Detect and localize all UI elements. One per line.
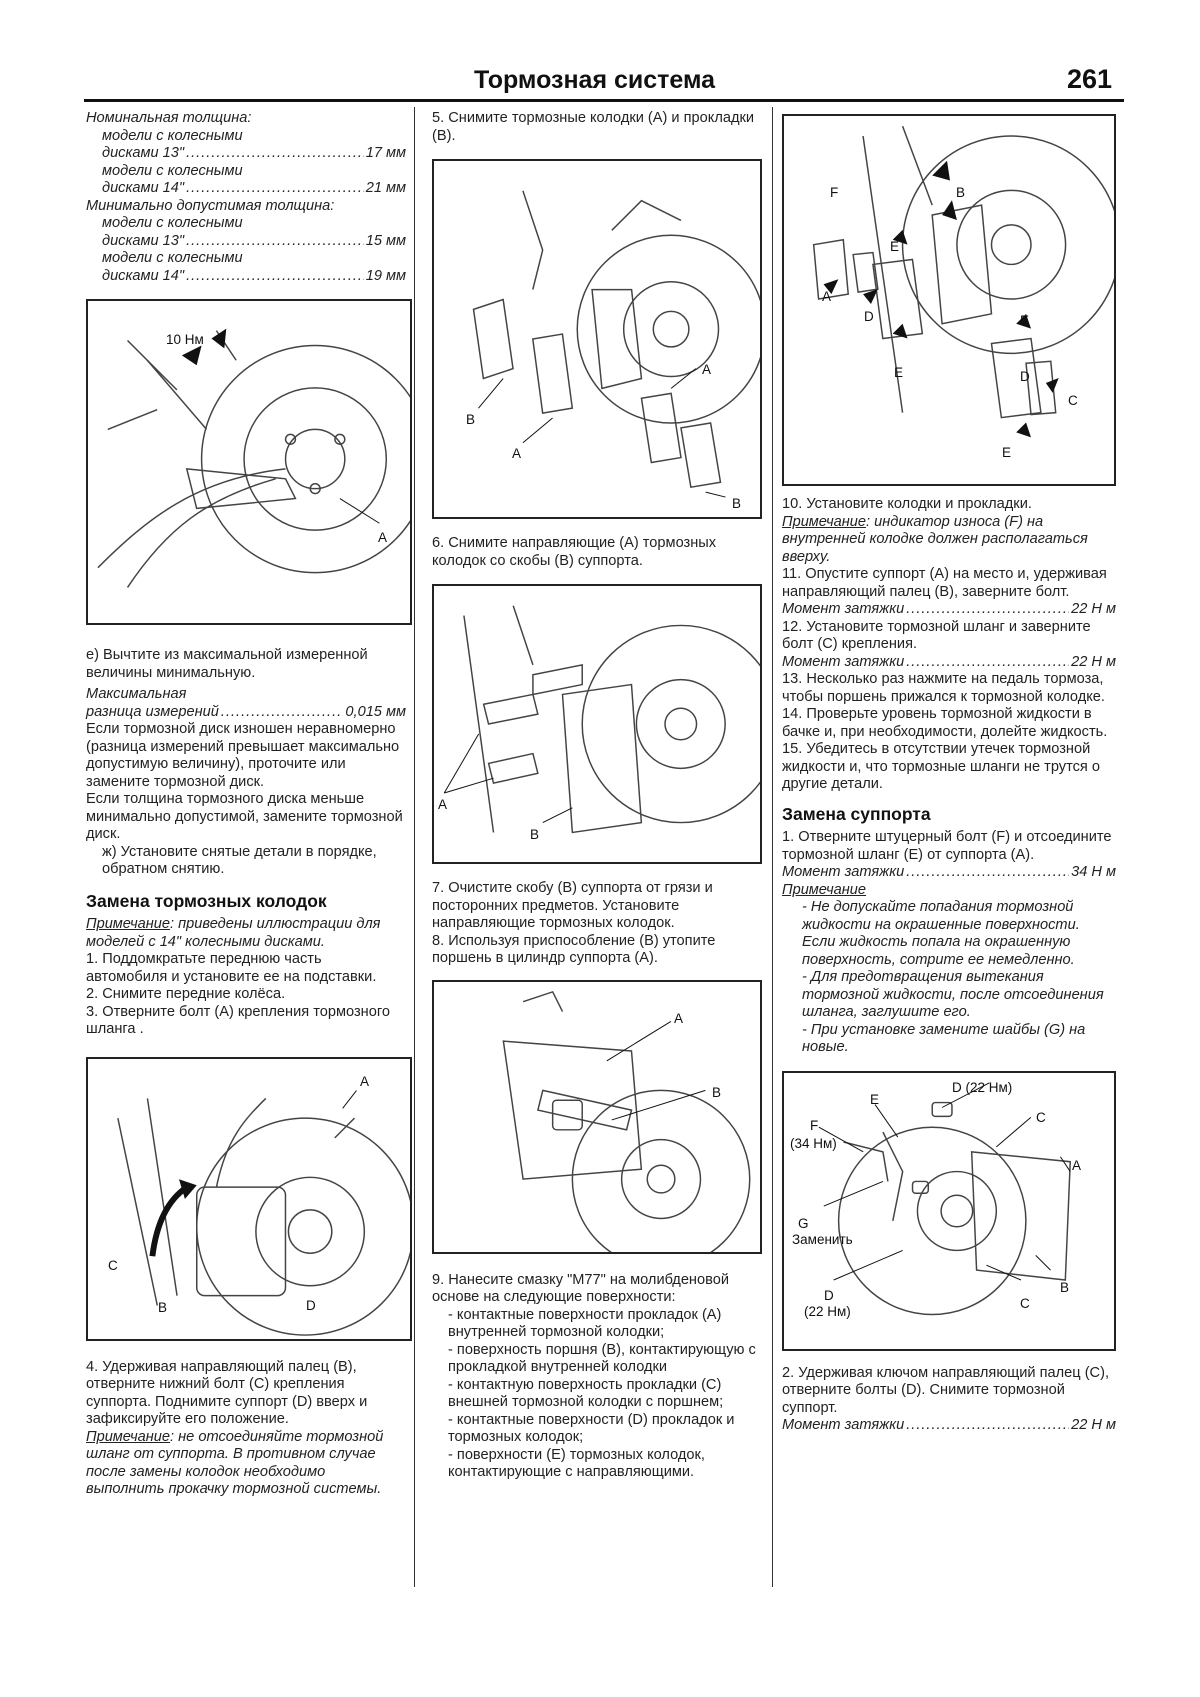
note-text: : индикатор износа (F) на внутренней колодке должен располагаться вверху. <box>782 513 1088 565</box>
figure-label: 10 Нм <box>166 332 204 347</box>
step-zh: ж) Установите снятые детали в порядке, обратном снятию. <box>102 843 377 877</box>
torque-row <box>782 864 1116 882</box>
figure-caliper-bolt <box>86 1057 412 1341</box>
page-header <box>84 62 1124 102</box>
figure-label: G <box>798 1215 809 1231</box>
torque-value: 34 Н м <box>1071 864 1116 880</box>
spec-title: Номинальная толщина: <box>86 110 252 126</box>
spec-value: 15 мм <box>365 232 406 249</box>
figure-label: D <box>306 1297 316 1313</box>
note-label: Примечание <box>782 881 867 898</box>
page-number: 261 <box>1066 64 1112 94</box>
spec-title: Минимально допустимая толщина: <box>86 197 335 214</box>
spec-row <box>86 704 406 722</box>
spec-label: дисками 13" <box>102 145 185 161</box>
figure-label: A <box>360 1073 370 1089</box>
spec-label: модели с колесными <box>102 250 243 266</box>
figure-label: D <box>824 1287 834 1303</box>
pads-illustration <box>434 161 760 517</box>
piston-illustration <box>434 982 760 1252</box>
figure-label: B <box>158 1299 168 1315</box>
torque-label: Момент затяжки <box>782 653 905 670</box>
caliper-illustration <box>88 1059 410 1339</box>
spec-label: разница измерений <box>86 703 219 720</box>
note-item: - Для предотвращения вытекания тормозной жидкости, после отсоединения шланга, заглушите его. <box>802 969 1104 1020</box>
bullet-item: - контактную поверхность прокладки (С) внешней тормозной колодки с поршнем; <box>448 1376 724 1410</box>
spec-row <box>86 180 406 198</box>
step: 1. Поддомкратьте переднюю часть автомобиля и установите ее на подставки. <box>86 951 377 985</box>
figure-label: C <box>1020 1295 1030 1311</box>
note-text: : приведены иллюстрации для моделей с 14" колесными дисками. <box>86 916 381 950</box>
figure-remove-caliper <box>782 1071 1116 1351</box>
figure-label: B <box>466 412 476 427</box>
bullet-item: - контактные поверхности (D) прокладок и тормозных колодок; <box>448 1411 735 1445</box>
guides-illustration <box>434 586 760 862</box>
note-item: - Не допускайте попадания тормозной жидкости на окрашенные поверхности. Если жидкость попала на окрашенную поверхность, сотрите ее немедленно. <box>802 899 1080 968</box>
spec-value: 21 мм <box>365 180 406 196</box>
step: 12. Установите тормозной шланг и заверните болт (С) крепления. <box>782 618 1091 652</box>
paragraph: Если тормозной диск изношен неравномерно (разница измерений превышает максимально допустимую величину), проточите или замените тормозной диск. <box>86 721 400 790</box>
section-heading: Замена суппорта <box>782 803 931 824</box>
torque-value: 22 Н м <box>1071 1417 1116 1433</box>
figure-label: Заменить <box>792 1231 853 1247</box>
figure-label: (34 Нм) <box>790 1135 837 1151</box>
column-2 <box>432 110 762 1482</box>
disc-illustration <box>88 301 410 623</box>
figure-label: A <box>702 362 712 377</box>
torque-value: 22 Н м <box>1071 653 1116 670</box>
note-label: Примечание <box>782 513 867 530</box>
step: 6. Снимите направляющие (А) тормозных колодок со скобы (В) суппорта. <box>432 535 717 569</box>
step: 5. Снимите тормозные колодки (А) и прокладки (В). <box>432 110 755 144</box>
note <box>86 1429 406 1499</box>
torque-row <box>782 654 1116 672</box>
step: 13. Несколько раз нажмите на педаль тормоза, чтобы поршень прижался к тормозной колодке. <box>782 671 1105 705</box>
page-title: Тормозная система <box>474 66 716 94</box>
column-divider <box>414 107 415 1587</box>
bullet-item: - поверхности (Е) тормозных колодок, контактирующие с направляющими. <box>448 1446 705 1480</box>
figure-label: D <box>1020 369 1030 384</box>
spec-row <box>86 268 406 286</box>
step: 9. Нанесите смазку "M77" на молибденовой основе на следующие поверхности: <box>432 1271 729 1305</box>
column-3 <box>782 110 1116 1435</box>
figure-label: A <box>674 1010 684 1026</box>
figure-label: C <box>1036 1109 1046 1125</box>
figure-label: C <box>1068 393 1078 408</box>
figure-remove-pads <box>432 159 762 519</box>
step: 4. Удерживая направляющий палец (В), отверните нижний болт (С) крепления суппорта. Поднимите суппорт (D) вверх и зафиксируйте его положение. <box>86 1358 368 1427</box>
figure-label: B <box>1060 1279 1070 1295</box>
note <box>782 514 1116 567</box>
figure-label: A <box>822 289 832 304</box>
figure-label: A <box>1072 1157 1082 1173</box>
spec-row <box>86 233 406 251</box>
column-1 <box>86 110 406 1499</box>
figure-label: D <box>864 309 874 324</box>
spec-label: Максимальная <box>86 686 187 702</box>
spec-value: 17 мм <box>365 145 406 161</box>
spec-label: дисками 14" <box>102 180 185 196</box>
note-label: Примечание <box>86 916 171 932</box>
step: 15. Убедитесь в отсутствии утечек тормозной жидкости и, что тормозные шланги не трутся о другие детали. <box>782 741 1100 792</box>
step: 14. Проверьте уровень тормозной жидкости в бачке и, при необходимости, долейте жидкость. <box>782 706 1108 740</box>
column-divider <box>772 107 773 1587</box>
figure-install-pads <box>782 114 1116 486</box>
bullet-item: - поверхность поршня (В), контактирующую с прокладкой внутренней колодки <box>448 1341 756 1375</box>
figure-label: E <box>894 365 904 380</box>
step: 8. Используя приспособление (В) утопите поршень в цилиндр суппорта (А). <box>432 932 716 966</box>
figure-label: E <box>870 1091 880 1107</box>
figure-label: D (22 Нм) <box>952 1079 1013 1095</box>
spec-value: 19 мм <box>365 267 406 284</box>
torque-value: 22 Н м <box>1071 601 1116 617</box>
step: 11. Опустите суппорт (А) на место и, удерживая направляющий палец (В), заверните болт. <box>782 566 1107 600</box>
torque-label: Момент затяжки <box>782 1417 905 1433</box>
install-illustration <box>784 116 1114 484</box>
step: 1. Отверните штуцерный болт (F) и отсоедините тормозной шланг (Е) от суппорта (А). <box>782 829 1112 863</box>
paragraph: Если толщина тормозного диска меньше минимально допустимой, замените тормозной диск. <box>86 791 403 842</box>
torque-row <box>782 601 1116 619</box>
section-heading: Замена тормозных колодок <box>86 890 327 911</box>
note-text: : не отсоединяйте тормозной шланг от суппорта. В противном случае после замены колодок необходимо выполнить прокачку тормозной системы. <box>86 1428 384 1497</box>
step: 10. Установите колодки и прокладки. <box>782 496 1032 512</box>
figure-disc-measure <box>86 299 412 625</box>
note-item: - При установке замените шайбы (G) на новые. <box>802 1021 1086 1055</box>
spec-label: дисками 14" <box>102 267 185 284</box>
spec-label: модели с колесными <box>102 215 243 231</box>
figure-label: C <box>108 1257 118 1273</box>
spec-value: 0,015 мм <box>345 703 406 720</box>
step: 2. Снимите передние колёса. <box>86 986 286 1002</box>
figure-remove-guides <box>432 584 762 864</box>
figure-label: E <box>890 239 900 254</box>
torque-row <box>782 1417 1116 1435</box>
figure-label: A <box>378 530 388 545</box>
figure-label: B <box>712 1084 722 1100</box>
note <box>86 916 406 951</box>
note-label: Примечание <box>86 1428 171 1445</box>
spec-label: модели с колесными <box>102 162 243 179</box>
figure-label: (22 Нм) <box>804 1303 851 1319</box>
step: 7. Очистите скобу (В) суппорта от грязи и посторонних предметов. Установите направляющие тормозных колодок. <box>432 880 713 931</box>
figure-label: E <box>1020 313 1030 328</box>
figure-label: B <box>956 185 966 200</box>
bullet-item: - контактные поверхности прокладок (А) внутренней тормозной колодки; <box>448 1306 722 1340</box>
figure-label: A <box>512 446 522 461</box>
spec-row <box>86 145 406 163</box>
figure-label: F <box>830 185 839 200</box>
torque-label: Момент затяжки <box>782 864 905 880</box>
figure-push-piston <box>432 980 762 1254</box>
step-e: е) Вычтите из максимальной измеренной величины минимальную. <box>86 647 368 681</box>
figure-label: A <box>438 797 448 812</box>
torque-label: Момент затяжки <box>782 601 905 617</box>
step: 3. Отверните болт (А) крепления тормозного шланга . <box>86 1003 390 1037</box>
figure-label: B <box>530 827 540 842</box>
figure-label: F <box>810 1117 819 1133</box>
step: 2. Удерживая ключом направляющий палец (С), отверните болты (D). Снимите тормозной суппорт. <box>782 1364 1110 1416</box>
figure-label: B <box>732 496 742 511</box>
spec-label: дисками 13" <box>102 232 185 249</box>
figure-label: E <box>1002 445 1012 460</box>
spec-label: модели с колесными <box>102 127 243 144</box>
